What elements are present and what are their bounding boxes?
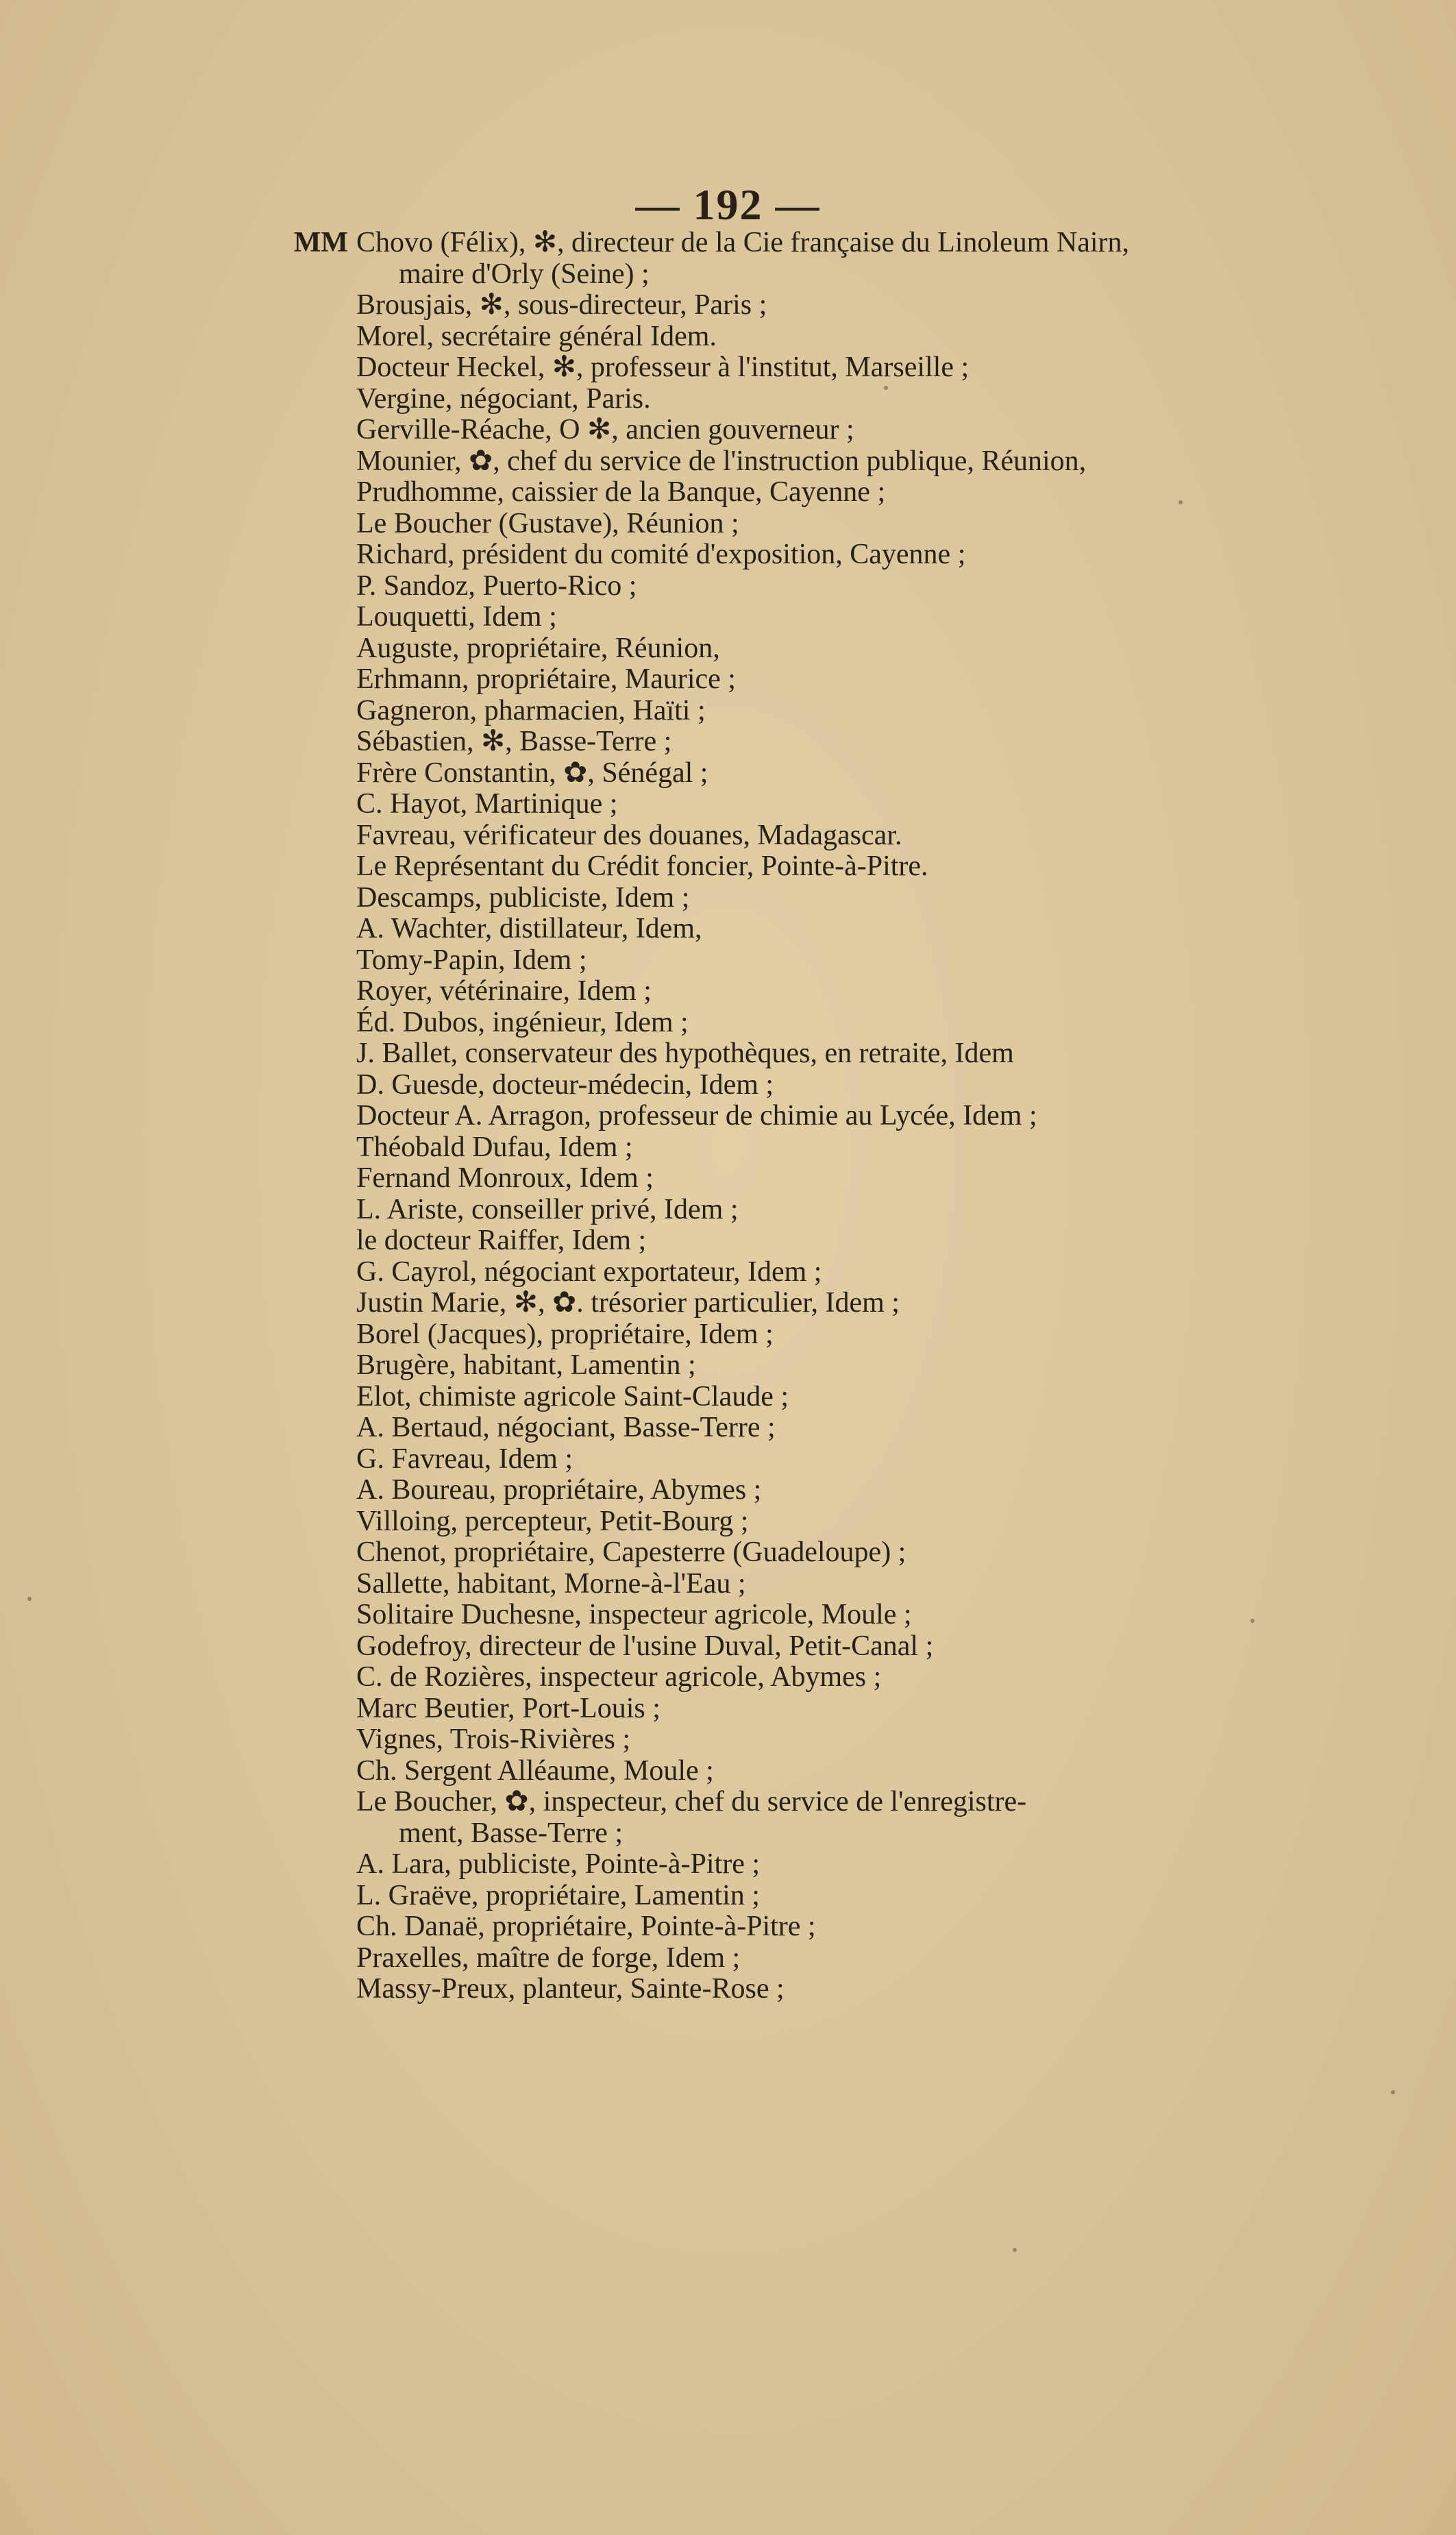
list-item: [356, 789, 1343, 820]
entry-text: Ch. Sergent Alléaume, Moule ;: [356, 1754, 714, 1787]
list-item: [356, 1350, 1343, 1382]
list-item: [356, 1693, 1343, 1725]
entry-text: Frère Constantin, ✿, Sénégal ;: [356, 757, 708, 789]
entry-text: Massy-Preux, planteur, Sainte-Rose ;: [356, 1973, 785, 2005]
entry-text: Prudhomme, caissier de la Banque, Cayenne ;: [356, 476, 886, 508]
list-item: [356, 883, 1343, 914]
entry-text: Chovo (Félix), ✻, directeur de la Cie française du Linoleum Nairn,: [356, 227, 1130, 258]
entry-text: Sébastien, ✻, Basse-Terre ;: [356, 726, 672, 757]
list-item: [356, 945, 1343, 977]
entry-text: C. de Rozières, inspecteur agricole, Abymes ;: [356, 1661, 882, 1693]
entry-text: G. Cayrol, négociant exportateur, Idem ;: [356, 1256, 822, 1288]
entry-text: Sallette, habitant, Morne-à-l'Eau ;: [356, 1567, 746, 1600]
list-item: [356, 1319, 1343, 1351]
list-item: [356, 1506, 1343, 1538]
entry-text: A. Boureau, propriétaire, Abymes ;: [356, 1474, 762, 1506]
entry-text: Théobald Dufau, Idem ;: [356, 1131, 633, 1163]
entry-text: P. Sandoz, Puerto-Rico ;: [356, 570, 637, 602]
list-item: [356, 321, 1343, 353]
entry-text: Justin Marie, ✻, ✿. trésorier particulier, Idem ;: [356, 1287, 900, 1319]
entry-text: Praxelles, maître de forge, Idem ;: [356, 1942, 741, 1974]
list-item: [356, 758, 1343, 789]
list-item: [356, 1163, 1343, 1195]
entry-text: Villoing, percepteur, Petit-Bourg ;: [356, 1505, 749, 1537]
entry-text: Mounier, ✿, chef du service de l'instruction publique, Réunion,: [356, 445, 1087, 477]
entry-text: Marc Beutier, Port-Louis ;: [356, 1692, 661, 1724]
entry-text: le docteur Raiffer, Idem ;: [356, 1225, 647, 1256]
entry-text: A. Bertaud, négociant, Basse-Terre ;: [356, 1412, 776, 1443]
list-item: [356, 696, 1343, 727]
list-item: [356, 446, 1343, 478]
list-item: [356, 851, 1343, 883]
entry-text: Vignes, Trois-Rivières ;: [356, 1724, 631, 1755]
list-item: [356, 352, 1343, 384]
entry-text: Borel (Jacques), propriétaire, Idem ;: [356, 1318, 774, 1350]
entry-text: Le Représentant du Crédit foncier, Pointe-à-Pitre.: [356, 850, 928, 882]
entry-text: L. Ariste, conseiller privé, Idem ;: [356, 1193, 739, 1225]
list-item: [356, 1600, 1343, 1631]
list-item: [356, 571, 1343, 602]
entry-text: Vergine, négociant, Paris.: [356, 382, 651, 415]
entry-continuation: maire d'Orly (Seine) ;: [399, 258, 650, 290]
page-number: — 192 —: [635, 180, 821, 229]
list-item: [356, 1382, 1343, 1413]
list-item: [356, 1225, 1343, 1257]
entry-text: Elot, chimiste agricole Saint-Claude ;: [356, 1380, 789, 1412]
entry-text: Le Boucher (Gustave), Réunion ;: [356, 507, 739, 539]
paper-speck: [1250, 1619, 1255, 1623]
list-item: [356, 1038, 1343, 1070]
list-item: [356, 415, 1343, 446]
entry-text: Solitaire Duchesne, inspecteur agricole, Moule ;: [356, 1599, 912, 1630]
list-item: [356, 633, 1343, 665]
entry-text: Gagneron, pharmacien, Haïti ;: [356, 694, 706, 726]
list-item: [356, 664, 1343, 696]
list-item: [356, 914, 1343, 945]
list-item: [356, 726, 1343, 758]
list-item: [293, 227, 1343, 290]
entry-text: A. Lara, publiciste, Pointe-à-Pitre ;: [356, 1848, 761, 1880]
list-item: [356, 509, 1343, 540]
paper-speck: [1179, 500, 1183, 504]
list-item: [356, 602, 1343, 633]
entry-text: Tomy-Papin, Idem ;: [356, 944, 587, 976]
list-item: [356, 384, 1343, 415]
subscriber-list: [293, 227, 1343, 2005]
paper-speck: [884, 386, 888, 390]
list-item: [356, 976, 1343, 1007]
list-item: [356, 1537, 1343, 1569]
list-item: [356, 1943, 1343, 1974]
entry-text: Auguste, propriétaire, Réunion,: [356, 632, 720, 664]
entry-text: A. Wachter, distillateur, Idem,: [356, 913, 702, 944]
list-item: [356, 1288, 1343, 1319]
list-item: [356, 820, 1343, 852]
list-item: [356, 1412, 1343, 1444]
entry-text: Descamps, publiciste, Idem ;: [356, 881, 690, 914]
list-item: [356, 1070, 1343, 1101]
entry-text: Brugère, habitant, Lamentin ;: [356, 1349, 696, 1381]
list-item: [356, 1974, 1343, 2005]
entry-text: Le Boucher, ✿, inspecteur, chef du service de l'enregistre-: [356, 1786, 1027, 1817]
entry-text: Gerville-Réache, O ✻, ancien gouverneur ;: [356, 414, 854, 445]
list-item: [356, 1787, 1343, 1849]
paper-speck: [27, 1597, 32, 1601]
list-item: [356, 1756, 1343, 1787]
list-item: [356, 1662, 1343, 1693]
entry-text: Chenot, propriétaire, Capesterre (Guadeloupe) ;: [356, 1536, 906, 1568]
paper-speck: [1391, 2090, 1395, 2094]
list-item: [356, 477, 1343, 509]
list-item: [356, 1881, 1343, 1912]
entry-text: J. Ballet, conservateur des hypothèques, en retraite, Idem: [356, 1038, 1014, 1069]
entry-text: Richard, président du comité d'exposition, Cayenne ;: [356, 539, 966, 570]
paper-speck: [1013, 2248, 1017, 2252]
list-item: [356, 1444, 1343, 1475]
entry-text: Fernand Monroux, Idem ;: [356, 1162, 654, 1194]
entry-text: C. Hayot, Martinique ;: [356, 788, 618, 820]
list-item: [356, 1007, 1343, 1039]
entry-text: Morel, secrétaire général Idem.: [356, 320, 717, 352]
list-item: [356, 539, 1343, 571]
entry-text: Ch. Danaë, propriétaire, Pointe-à-Pitre ;: [356, 1911, 816, 1942]
entry-text: D. Guesde, docteur-médecin, Idem ;: [356, 1068, 774, 1101]
entry-text: Royer, vétérinaire, Idem ;: [356, 975, 652, 1007]
entry-text: Brousjais, ✻, sous-directeur, Paris ;: [356, 289, 767, 321]
list-item: [356, 290, 1343, 321]
list-item: [356, 1849, 1343, 1881]
entry-continuation: ment, Basse-Terre ;: [399, 1817, 624, 1849]
list-item: [356, 1195, 1343, 1226]
list-item: [356, 1724, 1343, 1756]
list-item: [356, 1101, 1343, 1132]
entry-text: Favreau, vérificateur des douanes, Madagascar.: [356, 819, 902, 851]
list-item: [356, 1569, 1343, 1600]
entry-text: Docteur Heckel, ✻, professeur à l'institut, Marseille ;: [356, 352, 970, 383]
entry-text: Louquetti, Idem ;: [356, 601, 557, 633]
entry-text: Godefroy, directeur de l'usine Duval, Petit-Canal ;: [356, 1630, 934, 1662]
list-prefix: MM: [293, 227, 348, 258]
entry-text: L. Graëve, propriétaire, Lamentin ;: [356, 1879, 760, 1911]
list-item: [356, 1475, 1343, 1506]
entry-text: G. Favreau, Idem ;: [356, 1443, 573, 1475]
list-item: [356, 1631, 1343, 1663]
entry-text: Docteur A. Arragon, professeur de chimie au Lycée, Idem ;: [356, 1100, 1037, 1131]
entry-text: Erhmann, propriétaire, Maurice ;: [356, 663, 736, 695]
list-item: [356, 1257, 1343, 1288]
entry-text: Éd. Dubos, ingénieur, Idem ;: [356, 1006, 689, 1038]
list-item: [356, 1911, 1343, 1943]
list-item: [356, 1132, 1343, 1164]
